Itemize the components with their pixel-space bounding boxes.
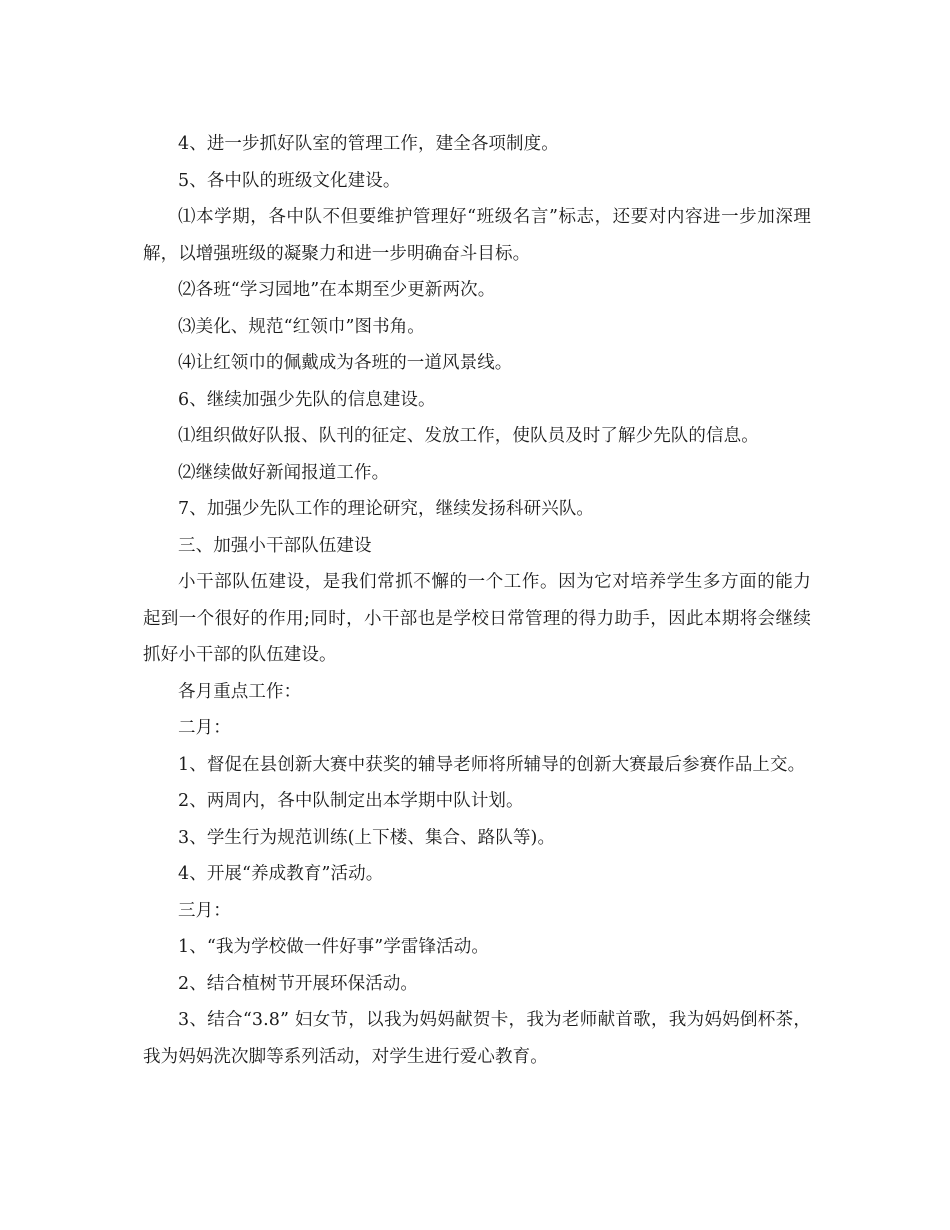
paragraph: ⑴本学期，各中队不但要维护管理好“班级名言”标志，还要对内容进一步加深理解，以增强班级的凝聚力和进一步明确奋斗目标。: [143, 207, 811, 264]
document-body: [143, 126, 811, 1075]
paragraph: ⑵继续做好新闻报道工作。: [178, 462, 390, 483]
paragraph: 4、开展“养成教育”活动。: [178, 864, 384, 884]
paragraph: 各月重点工作：: [178, 681, 302, 702]
paragraph: ⑶美化、规范“红领巾”图书角。: [178, 316, 425, 337]
paragraph: 1、督促在县创新大赛中获奖的辅导老师将所辅导的创新大赛最后参赛作品上交。: [178, 754, 806, 775]
paragraph: 3、学生行为规范训练(上下楼、集合、路队等)。: [178, 827, 556, 848]
paragraph: 5、各中队的班级文化建设。: [178, 170, 401, 191]
paragraph: 7、加强少先队工作的理论研究，继续发扬科研兴队。: [178, 499, 595, 519]
paragraph: 2、两周内，各中队制定出本学期中队计划。: [178, 791, 524, 811]
month-heading: 三月：: [178, 900, 231, 921]
paragraph: 4、进一步抓好队室的管理工作，建全各项制度。: [178, 134, 559, 154]
paragraph: ⑵各班“学习园地”在本期至少更新两次。: [178, 280, 496, 300]
month-heading: 二月：: [178, 718, 231, 738]
paragraph: 6、继续加强少先队的信息建设。: [178, 389, 436, 410]
section-heading: 三、加强小干部队伍建设: [178, 535, 372, 556]
paragraph: 2、结合植树节开展环保活动。: [178, 973, 419, 994]
paragraph: 小干部队伍建设，是我们常抓不懈的一个工作。因为它对培养学生多方面的能力起到一个很好的作用;同时，小干部也是学校日常管理的得力助手，因此本期将会继续抓好小干部的队伍建设。: [143, 572, 811, 665]
paragraph: 1、“我为学校做一件好事”学雷锋活动。: [178, 937, 489, 957]
paragraph: 3、结合“3.8” 妇女节，以我为妈妈献贺卡，我为老师献首歌，我为妈妈倒杯茶，我为妈妈洗次脚等系列活动，对学生进行爱心教育。: [143, 1010, 811, 1067]
paragraph: ⑴组织做好队报、队刊的征定、发放工作，使队员及时了解少先队的信息。: [178, 426, 759, 446]
paragraph: ⑷让红领巾的佩戴成为各班的一道风景线。: [178, 353, 513, 373]
